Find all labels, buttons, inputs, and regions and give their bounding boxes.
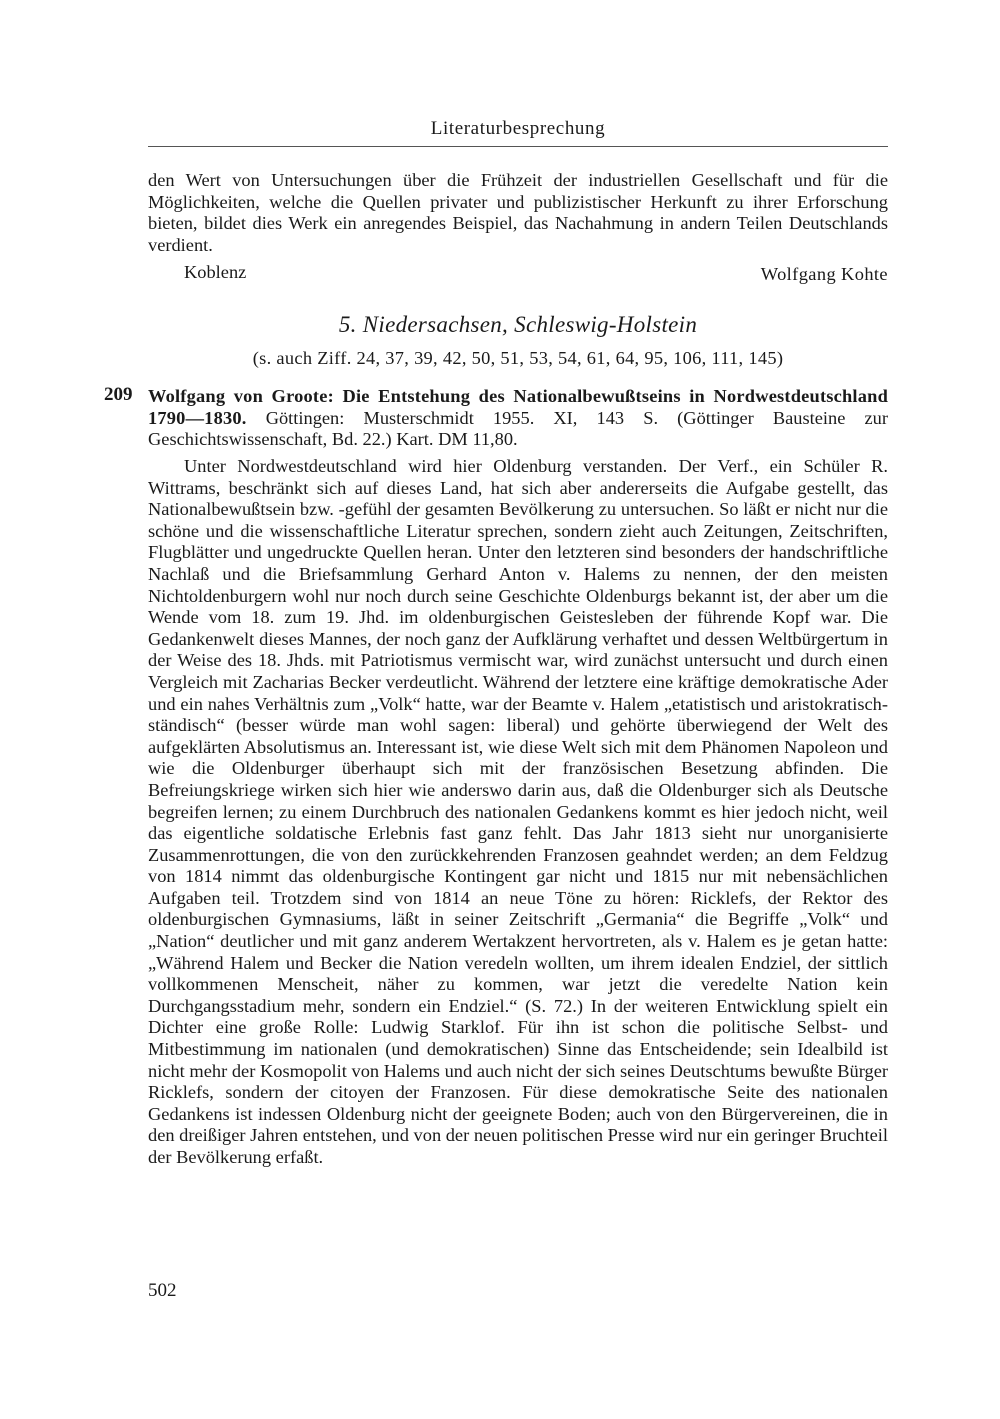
section-reference: (s. auch Ziff. 24, 37, 39, 42, 50, 51, 53, 54, 61, 64, 95, 106, 111, 145) (252, 348, 784, 368)
entry-body: Unter Nordwestdeutschland wird hier Oldenburg verstanden. Der Verf., ein Schüler R. Wittrams, beschränkt sich auf dieses Land, hat sich aber andererseits die Aufgabe gestellt, das Nationalbewußtsein bzw. -gefühl der gesamten Bevölkerung zu untersuchen. So läßt er nicht nur die schöne und die wissenschaftliche Literatur sprechen, sondern zieht auch Zeitungen, Zeitschriften, Flugblätter und ungedruckte Quellen heran. Unter den letzteren sind besonders der handschriftliche Nachlaß und die Briefsammlung Gerhard Anton v. Halems zu nennen, der den meisten Nichtoldenburgern wohl nur noch durch seine Geschichte Oldenburgs bekannt ist, der aber um die Wende vom 18. zum 19. Jhd. im oldenburgischen Geistesleben der führende Kopf war. Die Gedankenwelt dieses Mannes, der noch ganz der Aufklärung verhaftet und dessen Weltbürgertum in der Weise des 18. Jhds. mit Patriotismus vermischt war, wird zunächst untersucht und durch einen Vergleich mit Zacharias Becker verdeutlicht. Während der letztere eine kräftige demokratische Ader und ein nahes Verhältnis zum „Volk“ hatte, war der Beamte v. Halem „etatistisch und aristokratisch-ständisch“ (besser würde man wohl sagen: liberal) und gehörte überwiegend der Welt des aufgeklärten Absolutismus an. Interessant ist, wie diese Welt sich mit dem Phänomen Napoleon und wie die Oldenburger überhaupt sich mit der französischen Besetzung abfinden. Die Befreiungskriege wirken sich hier wie anderswo darin aus, daß die Oldenburger sich als Deutsche begreifen lernen; zu einem Durchbruch des nationalen Gedankens kommt es hier jedoch nicht, weil das eigentliche soldatische Erlebnis fast ganz fehlt. Das Jahr 1813 sieht nur unorganisierte Zusammenrottungen, die von den zurückkehrenden Franzosen geahndet werden; an dem Feldzug von 1814 nimmt das oldenburgische Kontingent gar nicht und 1815 nur mit nebensächlichen Aufgaben teil. Trotzdem sind von 1814 an neue Töne zu hören: Ricklefs, der Rektor des oldenburgischen Gymnasiums, läßt in seiner Zeitschrift „Germania“ die Begriffe „Volk“ und „Nation“ deutlicher und mit ganz anderem Wertakzent hervortreten, als v. Halem es je getan hatte: „Während Halem und Becker die Nation veredeln wollten, um ihrem idealen Endziel, der sittlich vollkommenen Menscheit, näher zu kommen, war jetzt die veredelte Nation kein Durchgangsstadium mehr, sondern ein Endziel.“ (S. 72.) In der weiteren Entwicklung spielt ein Dichter eine große Rolle: Ludwig Starklof. Für ihn ist schon die politische Selbst- und Mitbestimmung im nationalen (und demokratischen) Sinne das Entscheidende; sein Idealbild ist nicht mehr der Kosmopolit von Halems und auch nicht der sich seines Deutschtums bewußte Bürger Ricklefs, sondern der citoyen der Franzosen. Für diese demokratische Seite des nationalen Gedankens ist indessen Oldenburg nicht der geeignete Boden; auch von den Bürgervereinen, die in den dreißiger Jahren entstehen, und von der neuen politischen Presse wird nur ein geringer Bruchteil der Bevölkerung erfaßt. (148, 456, 888, 1167)
entry-publication: Göttingen: Musterschmidt 1955. XI, 143 S. (Göttinger Bausteine zur Geschichtswissenschaft, Bd. 22.) Kart. DM 11,80. (148, 407, 888, 450)
page-number: 502 (148, 1280, 177, 1301)
intro-paragraph: den Wert von Untersuchungen über die Frühzeit der industriellen Gesellschaft und für die Möglichkeiten, welche die Quellen privater und publizistischer Herkunft zu ihrer Erforschung bieten, bildet dies Werk ein anregendes Beispiel, das Nachahmung in andern Teilen Deutschlands verdient. (148, 170, 888, 255)
signature-name: Wolfgang Kohte (760, 264, 888, 284)
section-title: 5. Niedersachsen, Schleswig-Holstein (338, 312, 698, 337)
entry-title: Wolfgang von Groote: Die Entstehung des Nationalbewußtseins in Nordwestdeutschland 1790—1830. (148, 386, 888, 428)
signature-place: Koblenz (184, 262, 247, 282)
entry-number: 209 (104, 384, 133, 405)
running-header: Literaturbesprechung (430, 118, 606, 139)
entry-heading (148, 386, 888, 451)
header-rule (148, 146, 888, 147)
